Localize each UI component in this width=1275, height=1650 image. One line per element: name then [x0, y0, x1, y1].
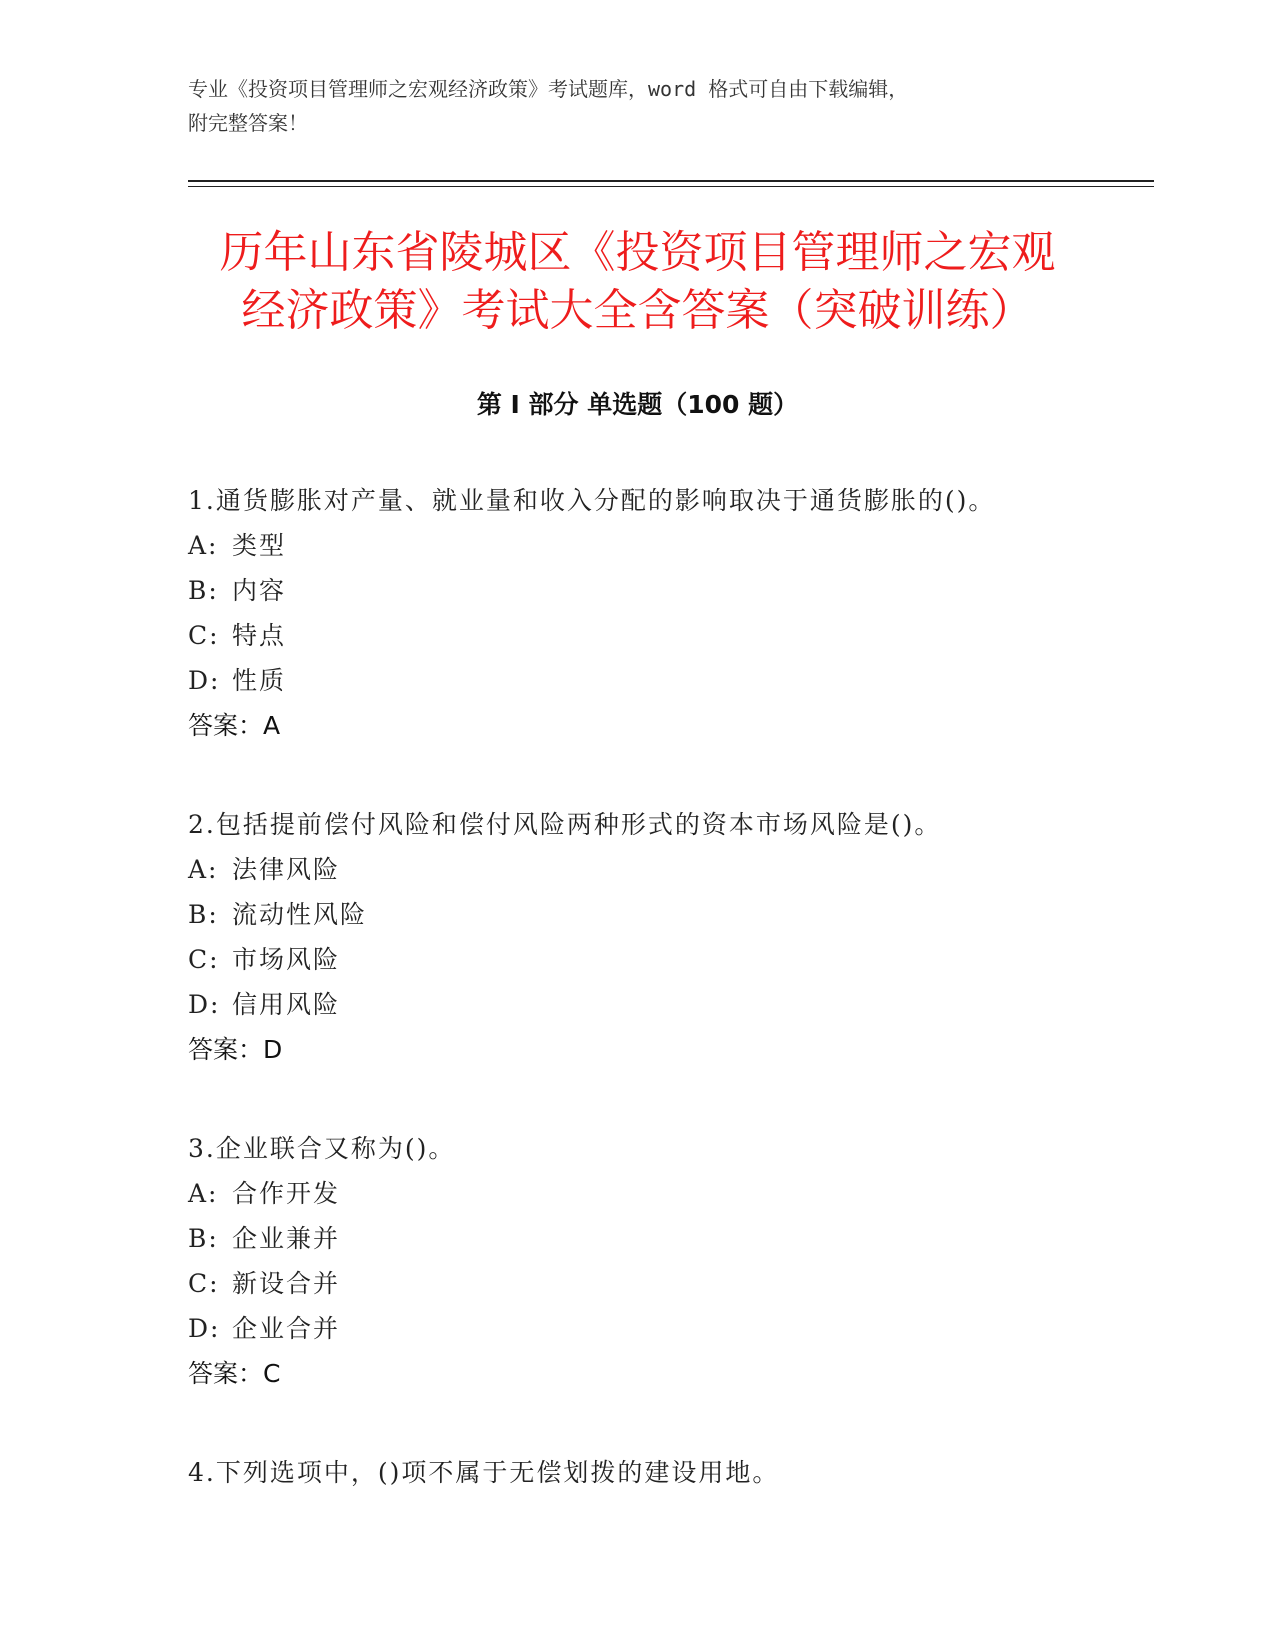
- question-text: 1.通货膨胀对产量、就业量和收入分配的影响取决于通货膨胀的()。: [188, 486, 996, 515]
- option-text: 合作开发: [232, 1179, 341, 1208]
- question-4: [188, 1450, 1168, 1495]
- option-key: C:: [188, 1269, 220, 1298]
- option-a: [188, 1171, 1168, 1216]
- answer-line: 答案：A: [188, 711, 281, 740]
- question-1: [188, 478, 1168, 748]
- option-text: 信用风险: [232, 990, 341, 1019]
- option-text: 市场风险: [232, 945, 341, 974]
- option-key: D:: [188, 1314, 221, 1343]
- header-note-line-2: 附完整答案！: [188, 111, 308, 135]
- option-text: 类型: [232, 531, 287, 560]
- option-text: 企业兼并: [232, 1224, 341, 1253]
- option-text: 性质: [232, 666, 287, 695]
- option-key: A:: [188, 531, 219, 560]
- header-note-line-1: 专业《投资项目管理师之宏观经济政策》考试题库，word 格式可自由下载编辑，: [188, 77, 909, 101]
- document-header-note: [188, 72, 1088, 140]
- option-text: 新设合并: [232, 1269, 341, 1298]
- option-c: [188, 613, 1168, 658]
- answer-line: 答案：D: [188, 1035, 283, 1064]
- document-title: [150, 224, 1125, 340]
- question-text: 2.包括提前偿付风险和偿付风险两种形式的资本市场风险是()。: [188, 810, 942, 839]
- question-text: 4.下列选项中，()项不属于无偿划拨的建设用地。: [188, 1458, 780, 1487]
- header-divider-thick: [188, 180, 1154, 182]
- option-text: 流动性风险: [232, 900, 368, 929]
- option-key: B:: [188, 1224, 219, 1253]
- option-text: 内容: [232, 576, 287, 605]
- option-key: D:: [188, 990, 221, 1019]
- option-b: [188, 892, 1168, 937]
- option-d: [188, 658, 1168, 703]
- option-key: B:: [188, 900, 219, 929]
- option-a: [188, 523, 1168, 568]
- option-text: 企业合并: [232, 1314, 341, 1343]
- option-key: A:: [188, 1179, 219, 1208]
- question-text: 3.企业联合又称为()。: [188, 1134, 456, 1163]
- option-b: [188, 1216, 1168, 1261]
- option-d: [188, 982, 1168, 1027]
- option-c: [188, 937, 1168, 982]
- option-key: C:: [188, 945, 220, 974]
- option-d: [188, 1306, 1168, 1351]
- option-key: B:: [188, 576, 219, 605]
- document-title-line-2: 经济政策》考试大全含答案（突破训练）: [241, 285, 1034, 336]
- option-b: [188, 568, 1168, 613]
- option-key: A:: [188, 855, 219, 884]
- document-title-line-1: 历年山东省陵城区《投资项目管理师之宏观: [219, 227, 1056, 278]
- header-divider-thin: [188, 186, 1154, 187]
- option-c: [188, 1261, 1168, 1306]
- option-a: [188, 847, 1168, 892]
- question-3: [188, 1126, 1168, 1396]
- option-text: 法律风险: [232, 855, 341, 884]
- option-text: 特点: [232, 621, 287, 650]
- question-list: [188, 478, 1168, 1549]
- answer-line: 答案：C: [188, 1359, 281, 1388]
- option-key: C:: [188, 621, 220, 650]
- section-heading: 第 I 部分 单选题（100 题）: [476, 390, 799, 419]
- question-2: [188, 802, 1168, 1072]
- option-key: D:: [188, 666, 221, 695]
